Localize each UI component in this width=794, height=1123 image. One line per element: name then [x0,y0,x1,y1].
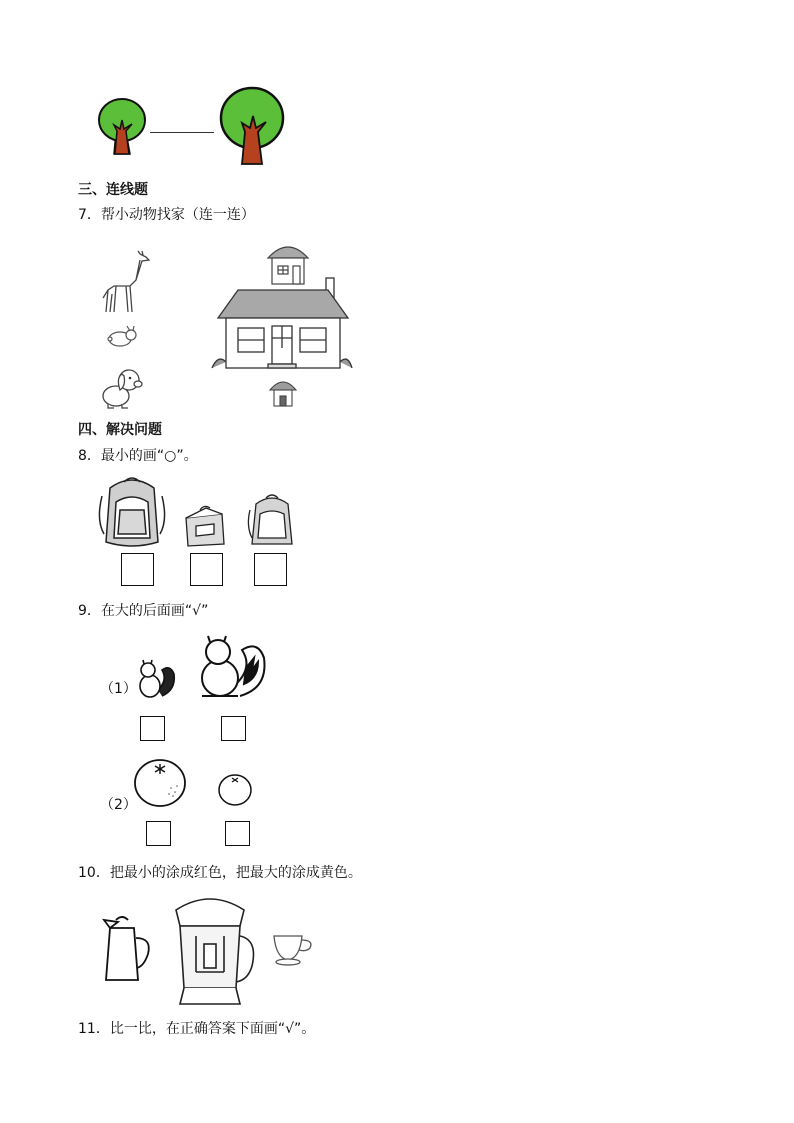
question-7: 7．帮小动物找家（连一连） [78,207,255,223]
rabbit-icon [106,326,138,348]
answer-box-small-squirrel[interactable] [140,716,165,741]
blender-icon [166,892,258,1010]
connector-line [150,132,214,133]
medium-backpack-icon [246,494,298,548]
answer-box-small-backpack[interactable] [190,553,223,586]
small-orange-icon [217,773,253,807]
large-backpack-icon [96,476,168,550]
large-tree-icon [218,86,286,166]
large-house-icon [212,276,354,372]
section4-heading: 四、解决问题 [78,422,162,438]
section3-heading: 三、连线题 [78,182,148,198]
giraffe-icon [100,250,152,316]
question-9: 9．在大的后面画“√” [78,603,209,619]
teacup-icon [272,932,316,966]
question-10: 10．把最小的涂成红色，把最大的涂成黄色。 [78,865,362,881]
mushroom-house-icon [268,376,298,408]
answer-box-medium-backpack[interactable] [254,553,287,586]
question-11: 11．比一比，在正确答案下面画“√”。 [78,1021,316,1037]
small-squirrel-icon [134,660,178,700]
part-1-label: （1） [100,681,137,697]
answer-box-large-backpack[interactable] [121,553,154,586]
large-orange-icon [133,758,187,808]
answer-box-large-squirrel[interactable] [221,716,246,741]
part-2-label: （2） [100,797,137,813]
small-backpack-icon [182,504,228,548]
answer-box-large-orange[interactable] [146,821,171,846]
answer-box-small-orange[interactable] [225,821,250,846]
puppy-icon [100,366,144,410]
kettle-icon [100,914,156,984]
question-8: 8．最小的画“○”。 [78,448,198,464]
large-squirrel-icon [196,636,268,702]
small-tree-icon [96,98,148,156]
